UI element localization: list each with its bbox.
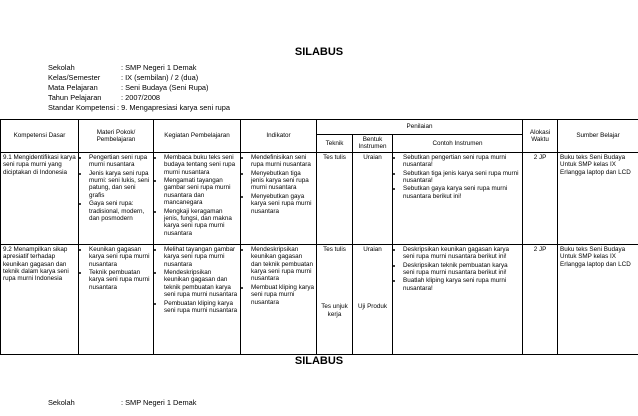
footer-value: : SMP Negeri 1 Demak [121,398,197,407]
teknik-cell [317,244,353,354]
header-label: Mata Pelajaran [48,83,98,92]
header-value: : 2007/2008 [121,93,161,102]
list-item: • Gaya seni rupa: tradisional, modern, dan posmodern [89,200,151,222]
list-item: • Deskripsikan keunikan gagasan karya seni rupa murni nusantara berikut ini! [403,246,520,261]
list-item: • Pembuatan kliping karya seni rupa murni nusantara [164,300,238,315]
list-item: • Membuat kliping karya seni rupa murni nusantara [251,284,314,306]
header-row-sekolah [48,63,230,73]
contoh-cell [393,152,523,244]
list-item: • Mendeskripsikan keunikan gagasan dan teknik pembuatan karya seni rupa murni nusantara [164,269,238,299]
col-kegiatan: Kegiatan Pembelajaran [154,120,241,153]
bentuk-value: Uraian [363,245,382,253]
list-item: • Sebutkan pengertian seni rupa murni nusantara! [403,154,520,169]
teknik-value-2: Tes unjuk kerja [321,303,348,318]
list-item: • Membaca buku teks seni budaya tentang seni rupa murni nusantara [164,154,238,176]
header-info [48,63,230,113]
header-label: Sekolah [48,63,75,72]
header-row-mapel [48,83,230,93]
list-item: • Sebutkan gaya karya seni rupa murni nusantara berikut ini! [403,185,520,200]
list-item: • Menyebutkan tiga jenis karya seni rupa murni nusantara [251,170,314,192]
footer-info [48,398,196,407]
header-value: : 9. Mengapresiasi karya seni rupa [117,103,231,112]
list-item: • Deskripsikan teknik pembuatan karya seni rupa murni nusantara berikut ini! [403,262,520,277]
header-label: Kelas/Semester [48,73,101,82]
list-item: • Buatlah kliping karya seni rupa murni nusantara! [403,277,520,292]
table-row [1,152,638,244]
list-item: • Jenis karya seni rupa murni: seni lukis, seni patung, dan seni grafis [89,170,151,200]
materi-cell [79,152,154,244]
header-value: : Seni Budaya (Seni Rupa) [121,83,209,92]
sumber-cell: Buku teks Seni Budaya Untuk SMP kelas IX Erlangga laptop dan LCD [558,152,638,244]
header-row-kelas [48,73,230,83]
list-item: • Pengertian seni rupa murni nusantara [89,154,151,169]
bentuk-cell: Uraian [353,152,393,244]
header-value: : SMP Negeri 1 Demak [121,63,197,72]
col-kompetensi: Kompetensi Dasar [1,120,79,153]
list-item: • Teknik pembuatan karya seni rupa murni nusantara [89,269,151,291]
bentuk-value-2: Uji Produk [357,303,388,311]
indikator-cell [241,244,317,354]
list-item: • Melihat tayangan gambar karya seni rupa murni nusantara [164,246,238,268]
bentuk-cell [353,244,393,354]
header-label: Standar Kompetensi [48,103,115,112]
kegiatan-cell [154,152,241,244]
list-item: • Sebutkan tiga jenis karya seni rupa murni nusantara! [403,170,520,185]
list-item: • Keunikan gagasan karya seni rupa murni nusantara [89,246,151,268]
contoh-cell [393,244,523,354]
syllabus-table [0,119,638,355]
list-item: • Mendeskripsikan keunikan gagasan dan teknik pembuatan karya seni rupa murni nusantara [251,246,314,283]
indikator-cell [241,152,317,244]
table-row [1,244,638,354]
list-item: • Mengkaji keragaman jenis, fungsi, dan makna karya seni rupa murni nusantara [164,208,238,238]
header-value: : IX (sembilan) / 2 (dua) [121,73,199,82]
col-alokasi: Alokasi Waktu [523,120,558,153]
header-row-tahun [48,93,230,103]
col-penilaian: Penilaian [317,120,523,135]
col-materi: Materi Pokok/ Pembelajaran [79,120,154,153]
page-title-2: SILABUS [294,355,344,367]
sumber-cell: Buku teks Seni Budaya Untuk SMP kelas IX Erlangga laptop dan LCD [558,244,638,354]
alokasi-cell: 2 JP [523,244,558,354]
col-sumber: Sumber Belajar [558,120,638,153]
footer-label: Sekolah [48,398,75,407]
col-teknik: Teknik [317,135,353,153]
materi-cell [79,244,154,354]
teknik-cell: Tes tulis [317,152,353,244]
kegiatan-cell [154,244,241,354]
kd-cell: 9.1 Mengidentifikasi karya seni rupa murni yang diciptakan di Indonesia [1,152,79,244]
col-contoh: Contoh Instrumen [393,135,523,153]
list-item: • Mendefinisikan seni rupa murni nusantara [251,154,314,169]
list-item: • Mengamati tayangan gambar seni rupa murni nusantara dan mancanegara [164,177,238,207]
alokasi-cell: 2 JP [523,152,558,244]
header-label: Tahun Pelajaran [48,93,102,102]
teknik-value: Tes tulis [323,245,346,253]
list-item: • Menyebutkan gaya karya seni rupa murni nusantara [251,193,314,215]
page-title: SILABUS [294,46,344,58]
col-bentuk: Bentuk Instrumen [353,135,393,153]
header-row-sk [48,103,230,113]
kd-cell: 9.2 Menampilkan sikap apresiatif terhadap keunikan gagasan dan teknik dalam karya seni rupa murni Indonesia [1,244,79,354]
col-indikator: Indikator [241,120,317,153]
